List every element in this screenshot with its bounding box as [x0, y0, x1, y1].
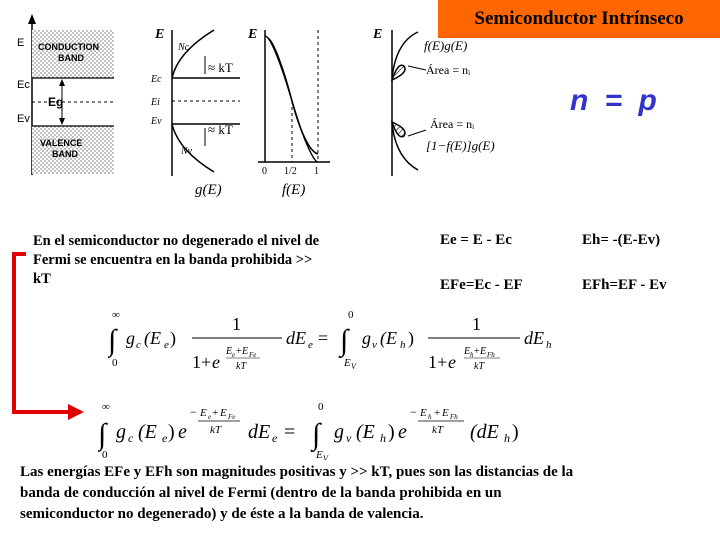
svg-text:): ): [388, 421, 395, 443]
svg-text:V: V: [351, 362, 356, 371]
svg-text:g: g: [334, 421, 344, 443]
svg-text:dE: dE: [524, 328, 544, 348]
svg-text:Fe: Fe: [228, 413, 236, 421]
svg-text:VALENCE: VALENCE: [40, 138, 83, 148]
svg-text:h: h: [428, 413, 432, 421]
bottom-explanation: [20, 462, 700, 525]
bottom-line-2: banda de conducción al nivel de Fermi (dentro de la banda prohibida en un: [20, 485, 502, 501]
integral-equation-2: [98, 398, 568, 460]
svg-text:): ): [168, 421, 175, 443]
svg-text:+: +: [434, 407, 441, 419]
svg-text:(E: (E: [144, 328, 161, 348]
svg-text:=: =: [284, 421, 296, 443]
svg-text:E: E: [200, 407, 207, 419]
svg-text:v: v: [346, 431, 352, 445]
svg-text:E: E: [464, 346, 471, 357]
svg-text:): ): [408, 328, 414, 348]
svg-text:−: −: [410, 405, 417, 419]
svg-text:c: c: [136, 339, 141, 351]
svg-text:h: h: [380, 431, 386, 445]
svg-text:f(E)g(E): f(E)g(E): [424, 38, 468, 53]
svg-text:e: e: [272, 431, 278, 445]
svg-text:kT: kT: [236, 361, 246, 372]
svg-text:∫: ∫: [108, 324, 117, 357]
svg-text:Nc: Nc: [178, 42, 190, 53]
svg-text:E: E: [220, 407, 227, 419]
svg-text:(E: (E: [138, 421, 157, 443]
svg-text:∫: ∫: [312, 418, 321, 451]
svg-text:e: e: [208, 413, 212, 421]
svg-text:1: 1: [232, 314, 241, 334]
svg-text:Ev: Ev: [151, 116, 162, 127]
svg-text:e: e: [178, 421, 187, 443]
svg-text:[1−f(E)]g(E): [1−f(E)]g(E): [426, 138, 495, 153]
svg-text:CONDUCTION: CONDUCTION: [38, 42, 99, 52]
svg-text:Ev: Ev: [17, 113, 30, 125]
svg-text:+: +: [474, 346, 480, 357]
svg-text:Nv: Nv: [181, 146, 193, 157]
svg-text:BAND: BAND: [58, 53, 84, 63]
svg-text:E: E: [155, 27, 165, 42]
svg-text:e: e: [212, 352, 220, 372]
svg-text:kT: kT: [210, 424, 221, 436]
svg-text:(E: (E: [356, 421, 375, 443]
svg-text:E: E: [226, 346, 233, 357]
svg-text:h: h: [504, 431, 510, 445]
svg-text:∫: ∫: [340, 324, 349, 357]
svg-text:BAND: BAND: [52, 149, 78, 159]
svg-text:kT: kT: [432, 424, 443, 436]
svg-text:≈ kT: ≈ kT: [208, 122, 233, 137]
svg-text:E: E: [373, 27, 383, 42]
svg-text:+: +: [236, 346, 242, 357]
svg-text:e: e: [164, 339, 169, 351]
svg-text:g: g: [116, 421, 126, 443]
svg-text:∞: ∞: [102, 401, 110, 413]
svg-text:∫: ∫: [98, 418, 107, 451]
svg-text:h: h: [470, 351, 474, 359]
svg-text:g: g: [126, 328, 135, 348]
svg-text:Fe: Fe: [249, 351, 257, 359]
svg-text:Ei: Ei: [151, 97, 160, 108]
svg-text:E: E: [442, 407, 449, 419]
svg-text:∞: ∞: [112, 309, 120, 321]
svg-text:E: E: [480, 346, 487, 357]
svg-text:1+: 1+: [428, 352, 448, 372]
svg-text:Ec: Ec: [151, 74, 162, 85]
svg-text:0: 0: [318, 401, 324, 413]
svg-text:0: 0: [102, 449, 108, 460]
fermi-function-panel: [258, 30, 330, 162]
svg-text:0: 0: [112, 357, 118, 369]
bottom-line-1: Las energías EFe y EFh son magnitudes positivas y >> kT, pues son las distancias de la: [20, 464, 574, 480]
svg-text:−: −: [190, 405, 197, 419]
n-equals-p-label: n = p: [570, 84, 661, 117]
def-eh: Eh= -(E-Ev): [582, 232, 661, 248]
svg-text:Área = nᵢ: Área = nᵢ: [430, 117, 475, 131]
svg-text:): ): [512, 421, 519, 443]
band-diagram-figure: [0, 0, 720, 210]
svg-text:g(E): g(E): [195, 182, 222, 198]
svg-text:kT: kT: [474, 361, 484, 372]
svg-text:dE: dE: [286, 328, 306, 348]
svg-text:E: E: [344, 357, 351, 369]
slide-title: Semiconductor Intrínseco: [438, 0, 720, 38]
svg-text:1+: 1+: [192, 352, 212, 372]
svg-text:Área = nᵢ: Área = nᵢ: [426, 63, 471, 77]
svg-text:Eg: Eg: [48, 95, 64, 109]
svg-text:e: e: [162, 431, 168, 445]
svg-text:Fh: Fh: [487, 351, 495, 359]
svg-text:v: v: [372, 339, 377, 351]
carrier-distribution-panel: [392, 30, 426, 176]
integral-equation-1: [108, 306, 568, 380]
intro-paragraph: En el semiconductor no degenerado el nivel de Fermi se encuentra en la banda prohibida >> kT: [33, 233, 320, 287]
svg-text:1: 1: [314, 166, 319, 177]
svg-text:e: e: [448, 352, 456, 372]
def-efe: EFe=Ec - EF: [440, 277, 523, 293]
def-efh: EFh=EF - Ev: [582, 277, 667, 293]
svg-text:(dE: (dE: [470, 421, 499, 443]
svg-text:1/2: 1/2: [284, 166, 297, 177]
svg-text:dE: dE: [248, 421, 271, 443]
svg-text:E: E: [248, 27, 258, 42]
svg-text:1: 1: [472, 314, 481, 334]
def-ee: Ee = E - Ec: [440, 232, 512, 248]
svg-text:h: h: [400, 339, 406, 351]
svg-text:V: V: [323, 454, 328, 460]
svg-text:0: 0: [262, 166, 267, 177]
svg-text:g: g: [362, 328, 371, 348]
bottom-line-3: semiconductor no degenerado) y de éste a la banda de valencia.: [20, 506, 424, 522]
svg-text:≈ kT: ≈ kT: [208, 60, 233, 75]
svg-text:e: e: [232, 351, 236, 359]
svg-text:): ): [170, 328, 176, 348]
svg-text:h: h: [546, 339, 552, 351]
band-e-label: E: [17, 37, 25, 49]
svg-text:0: 0: [348, 309, 354, 321]
svg-text:c: c: [128, 431, 134, 445]
svg-text:Fh: Fh: [450, 413, 458, 421]
svg-text:E: E: [420, 407, 427, 419]
svg-text:=: =: [318, 328, 329, 348]
red-arrow-bracket: [8, 248, 88, 420]
svg-text:E: E: [316, 449, 323, 460]
svg-text:(E: (E: [380, 328, 397, 348]
svg-text:e: e: [308, 339, 313, 351]
svg-text:Ec: Ec: [17, 79, 30, 91]
svg-text:E: E: [242, 346, 249, 357]
svg-text:+: +: [212, 407, 219, 419]
svg-text:e: e: [398, 421, 407, 443]
svg-text:f(E): f(E): [282, 182, 306, 198]
